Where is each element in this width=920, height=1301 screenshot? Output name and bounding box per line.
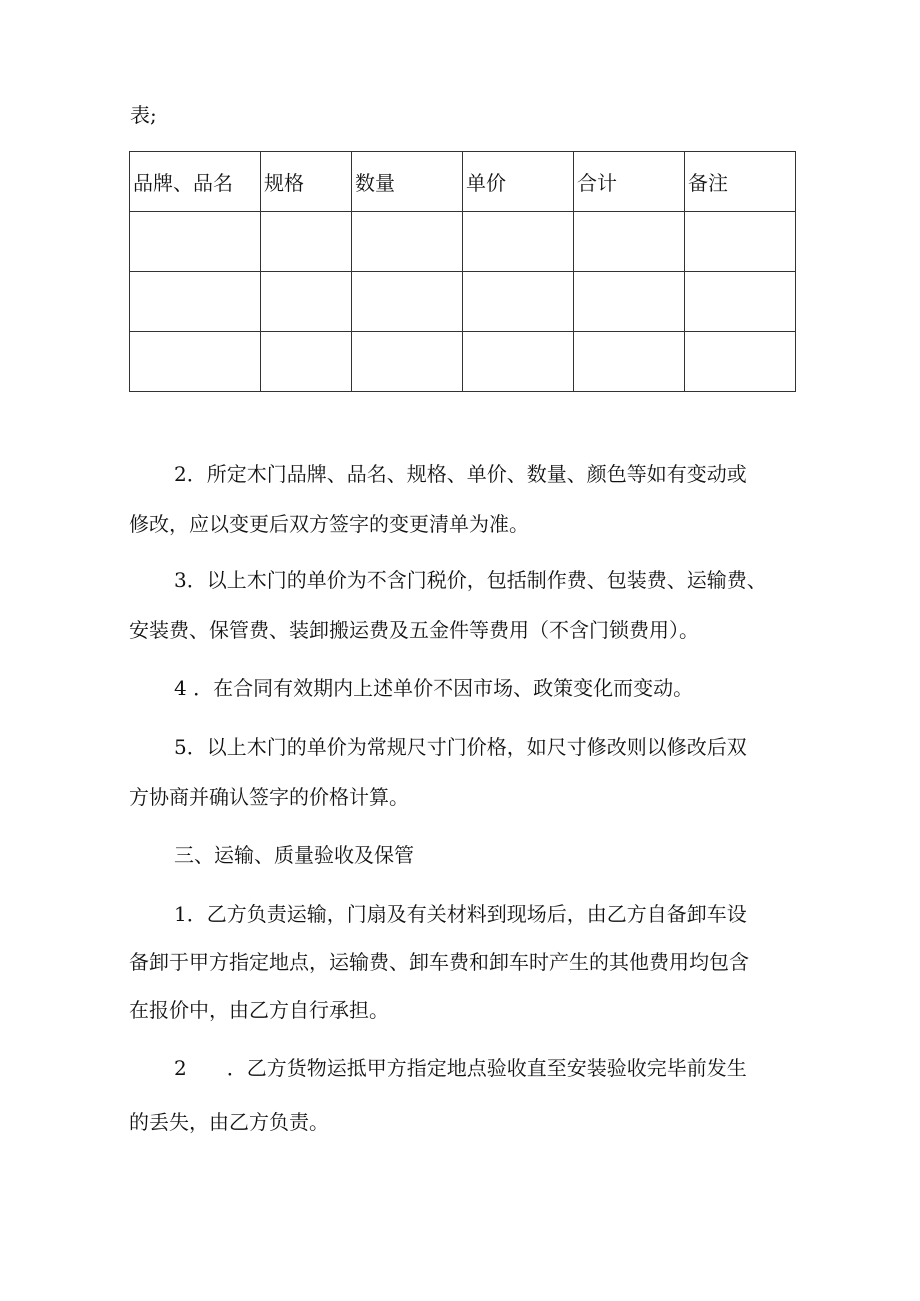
table-row	[130, 272, 796, 332]
clause-3-line-1: 3．以上木门的单价为不含门税价，包括制作费、包装费、运输费、	[174, 568, 767, 592]
header-remarks: 备注	[685, 152, 796, 212]
table-cell	[463, 332, 574, 392]
table-cell	[261, 272, 352, 332]
table-row	[130, 212, 796, 272]
table-cell	[352, 332, 463, 392]
section-3-clause-2-line-1: 2 ．乙方货物运抵甲方指定地点验收直至安装验收完毕前发生	[174, 1056, 747, 1080]
section-3-clause-2-line-2: 的丢失，由乙方负责。	[129, 1110, 329, 1134]
intro-text: 表;	[130, 103, 157, 127]
section-3-clause-1-line-1: 1．乙方负责运输，门扇及有关材料到现场后，由乙方自备卸车设	[174, 902, 747, 926]
clause-3-line-2: 安装费、保管费、装卸搬运费及五金件等费用（不含门锁费用）。	[129, 618, 699, 642]
table-cell	[574, 272, 685, 332]
header-total: 合计	[574, 152, 685, 212]
table-cell	[463, 212, 574, 272]
table-cell	[130, 272, 261, 332]
section-3-clause-1-line-2: 备卸于甲方指定地点，运输费、卸车费和卸车时产生的其他费用均包含	[129, 950, 749, 974]
clause-2-line-1: 2．所定木门品牌、品名、规格、单价、数量、颜色等如有变动或	[174, 462, 747, 486]
table-cell	[463, 272, 574, 332]
table-cell	[261, 332, 352, 392]
section-3-clause-1-line-3: 在报价中，由乙方自行承担。	[129, 998, 389, 1022]
table-cell	[130, 212, 261, 272]
table-cell	[352, 212, 463, 272]
table-cell	[261, 212, 352, 272]
table-cell	[352, 272, 463, 332]
price-table	[129, 151, 796, 392]
table-cell	[685, 332, 796, 392]
header-unit-price: 单价	[463, 152, 574, 212]
clause-2-line-2: 修改，应以变更后双方签字的变更清单为准。	[129, 512, 529, 536]
header-brand-name: 品牌、品名	[130, 152, 261, 212]
header-spec: 规格	[261, 152, 352, 212]
table-header-row	[130, 152, 796, 212]
table-cell	[574, 332, 685, 392]
table-cell	[130, 332, 261, 392]
table-cell	[685, 212, 796, 272]
table-row	[130, 332, 796, 392]
table-cell	[574, 212, 685, 272]
table-cell	[685, 272, 796, 332]
header-quantity: 数量	[352, 152, 463, 212]
clause-4-line-1: 4 ．在合同有效期内上述单价不因市场、政策变化而变动。	[174, 676, 694, 700]
section-3-heading: 三、运输、质量验收及保管	[174, 843, 414, 867]
clause-5-line-2: 方协商并确认签字的价格计算。	[129, 785, 409, 809]
clause-5-line-1: 5．以上木门的单价为常规尺寸门价格，如尺寸修改则以修改后双	[174, 735, 747, 759]
